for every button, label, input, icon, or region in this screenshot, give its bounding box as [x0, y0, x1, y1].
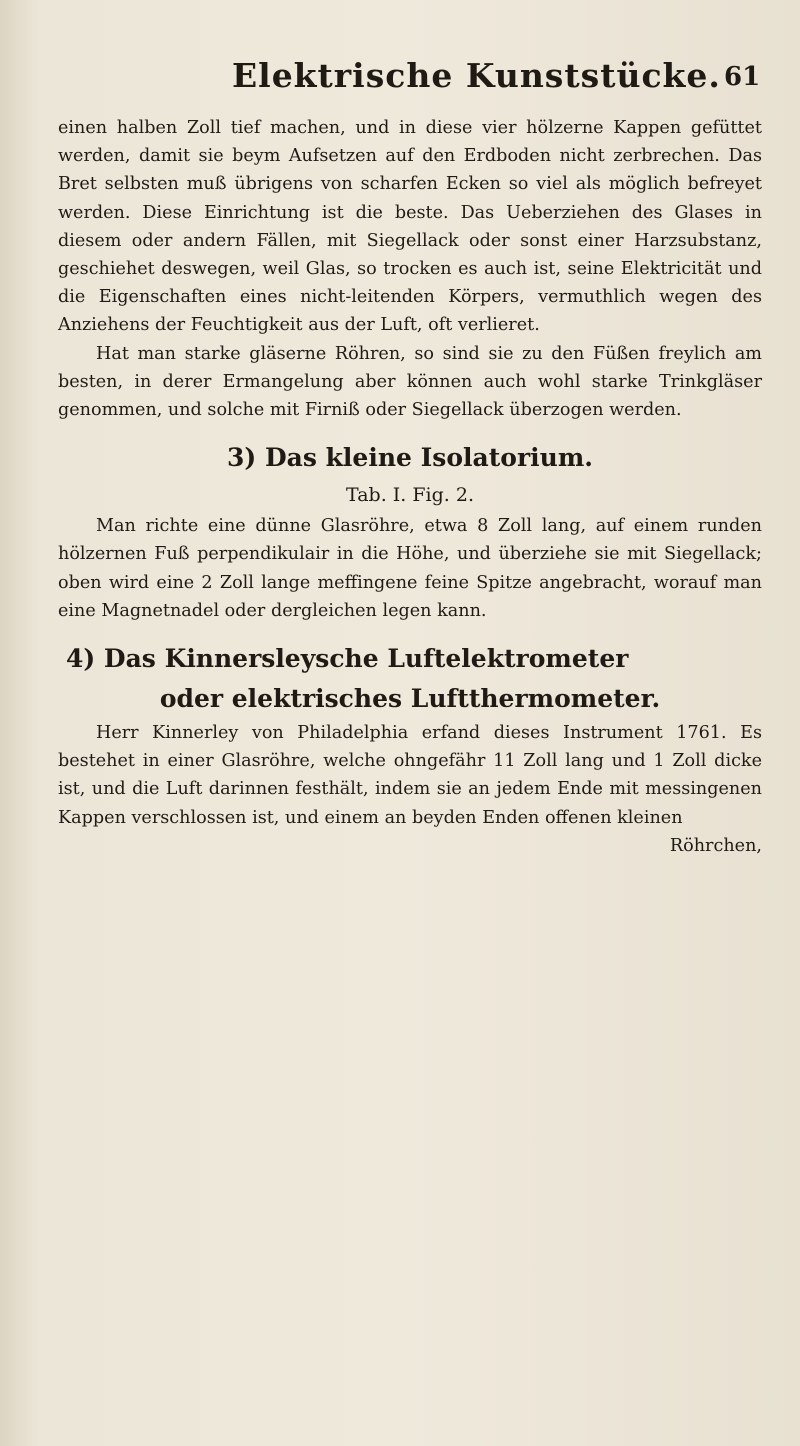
- figure-reference: Tab. I. Fig. 2.: [346, 484, 474, 507]
- page-number: 61: [724, 62, 761, 92]
- running-header: [0, 56, 800, 106]
- running-title: Elektrische Kunststücke.: [232, 56, 721, 95]
- section-4-text: Herr Kinnerley von Philadelphia erfand dieses Instrument 1761. Es bestehet in einer Glasröhre, welche ohngefähr 11 Zoll lang und 1 Zoll dicke ist, und die Luft darinnen festhält, indem sie an jedem Ende mit messingenen Kappen verschlossen ist, und einem an beyden Enden offenen kleinen: [58, 723, 762, 828]
- paragraph-continued: einen halben Zoll tief machen, und in diese vier hölzerne Kappen gefüttet werden, damit sie beym Aufsetzen auf den Erdboden nicht zerbrechen. Das Bret selbsten muß übrigens von scharfen Ecken so viel als möglich befreyet werden. Diese Einrichtung ist die beste. Das Ueberziehen des Glases in diesem oder andern Fällen, mit Siegellack oder sonst einer Harzsubstanz, geschiehet deswegen, weil Glas, so trocken es auch ist, seine Elektricität und die Eigenschaften eines nicht-leitenden Körpers, vermuthlich wegen des Anziehens der Feuchtigkeit aus der Luft, oft verlieret.: [58, 118, 762, 336]
- text-body: [58, 114, 762, 860]
- paragraph: Hat man starke gläserne Röhren, so sind sie zu den Füßen freylich am besten, in derer Ermangelung aber können auch wohl starke Trinkgläser genommen, und solche mit Firniß oder Siegellack überzogen werden.: [58, 343, 762, 421]
- section-heading-4: 4) Das Kinnersleysche Luftelektrometer: [66, 644, 629, 674]
- section-heading-3: 3) Das kleine Isolatorium.: [227, 443, 593, 473]
- section-3-text: Man richte eine dünne Glasröhre, etwa 8 Zoll lang, auf einem runden hölzernen Fuß perpendikulair in die Höhe, und überziehe sie mit Siegellack; oben wird eine 2 Zoll lange meffingene feine Spitze angebracht, worauf man eine Magnetnadel oder dergleichen legen kann.: [58, 516, 762, 621]
- section-subheading-4: oder elektrisches Luftthermometer.: [159, 684, 661, 714]
- last-line: Röhrchen,: [669, 835, 762, 856]
